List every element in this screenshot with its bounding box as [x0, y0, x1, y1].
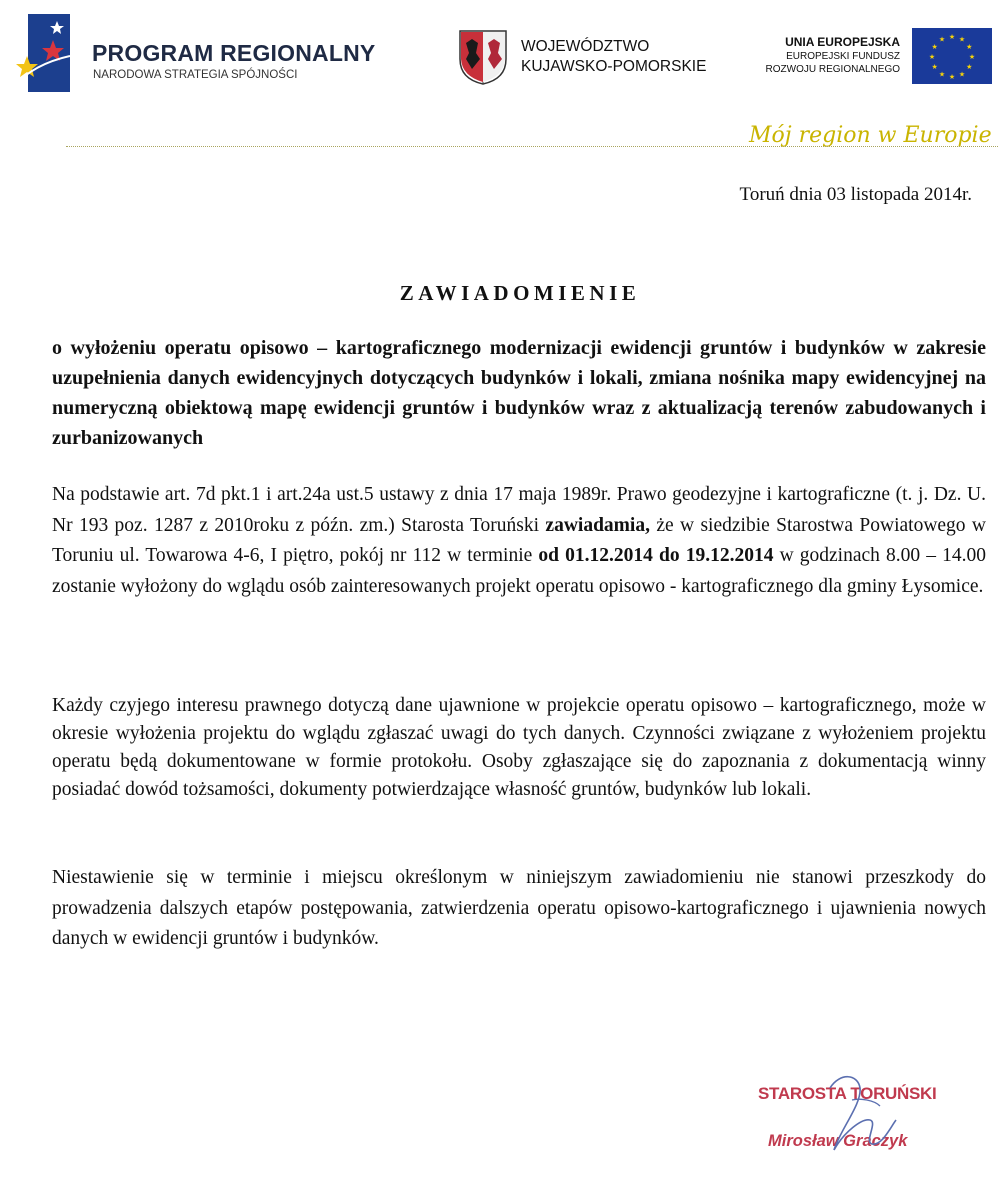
svg-text:★: ★ [931, 63, 938, 71]
document-title: ZAWIADOMIENIE [399, 281, 641, 305]
stamp-office: STAROSTA TORUŃSKI [758, 1084, 937, 1103]
svg-text:★: ★ [958, 35, 966, 44]
eu-fund-line-1: EUROPEJSKI FUNDUSZ [786, 51, 900, 62]
svg-text:★: ★ [966, 63, 973, 71]
paragraph-1-bold-notifies: zawiadamia, [545, 514, 650, 536]
svg-text:★: ★ [928, 53, 936, 61]
svg-text:★: ★ [938, 70, 946, 79]
program-subtitle: NARODOWA STRATEGIA SPÓJNOŚCI [93, 69, 298, 81]
program-title: PROGRAM REGIONALNY [92, 40, 376, 66]
coat-of-arms-icon [458, 29, 508, 85]
svg-text:★: ★ [968, 53, 976, 61]
stamp-name: Mirosław Graczyk [768, 1132, 908, 1150]
svg-text:★: ★ [948, 73, 956, 81]
region-name-line-2: KUJAWSKO-POMORSKIE [521, 58, 707, 75]
paragraph-1-text-c: w godzinach 8.00 – 14.00 zostanie wyłożony do wglądu osób zainteresowanych projekt operatu opisowo - kartograficznego dla gminy Łysomice. [52, 545, 986, 597]
paragraph-1-bold-dates: od 01.12.2014 do 19.12.2014 [538, 545, 774, 566]
svg-text:★: ★ [938, 35, 946, 44]
header-divider [66, 146, 998, 147]
paragraph-1-text-b: że w siedzibie Starostwa Powiatowego w Toruniu ul. Towarowa 4-6, I piętro, pokój nr 112 w terminie [52, 514, 986, 566]
paragraph-1 [52, 480, 986, 602]
document-subject: o wyłożeniu operatu opisowo – kartograficznego modernizacji ewidencji gruntów i budynków w zakresie uzupełnienia danych ewidencyjnych dotyczących budynków i lokali, zmiana nośnika mapy ewidencyjnej na numeryczną obiektową mapę ewidencji gruntów i budynków wraz z aktualizacją terenów zabudowanych i zurbanizowanych [52, 337, 986, 449]
document-date: Toruń dnia 03 listopada 2014r. [739, 184, 972, 205]
paragraph-1-text-a: Na podstawie art. 7d pkt.1 i art.24a ust.5 ustawy z dnia 17 maja 1989r. Prawo geodezyjne i kartograficzne (t. j. Dz. U. Nr 193 poz. 1287 z 2010roku z późn. zm.) Starosta Toruński [52, 484, 986, 536]
eu-name: UNIA EUROPEJSKA [785, 35, 900, 49]
svg-text:Mój region w Europie: Mój region w Europie [749, 123, 992, 148]
eu-fund-line-2: ROZWOJU REGIONALNEGO [765, 64, 900, 75]
svg-text:★: ★ [966, 43, 973, 51]
paragraph-3: Niestawienie się w terminie i miejscu określonym w niniejszym zawiadomieniu nie stanowi przeszkody do prowadzenia dalszych etapów postępowania, zatwierdzenia operatu opisowo-kartograficznego i ujawnienia nowych danych w ewidencji gruntów i budynków. [52, 867, 986, 949]
region-name-line-1: WOJEWÓDZTWO [521, 38, 650, 55]
svg-text:★: ★ [948, 33, 956, 41]
paragraph-2: Każdy czyjego interesu prawnego dotyczą dane ujawnione w projekcie operatu opisowo – kartograficznego, może w okresie wyłożenia projektu do wglądu zgłaszać uwagi do tych danych. Czynności związane z wyłożeniem projektu operatu będą dokumentowane w formie protokołu. Osoby zgłaszające się do zapoznania z dokumentacją winny posiadać dowód tożsamości, dokumenty potwierdzające własność gruntów, budynków lub lokali. [52, 695, 986, 800]
program-regionalny-logo-icon [14, 14, 70, 92]
svg-text:★: ★ [931, 43, 938, 51]
signature-icon [800, 1070, 910, 1162]
svg-text:★: ★ [958, 70, 966, 79]
eu-flag-icon [912, 28, 992, 84]
